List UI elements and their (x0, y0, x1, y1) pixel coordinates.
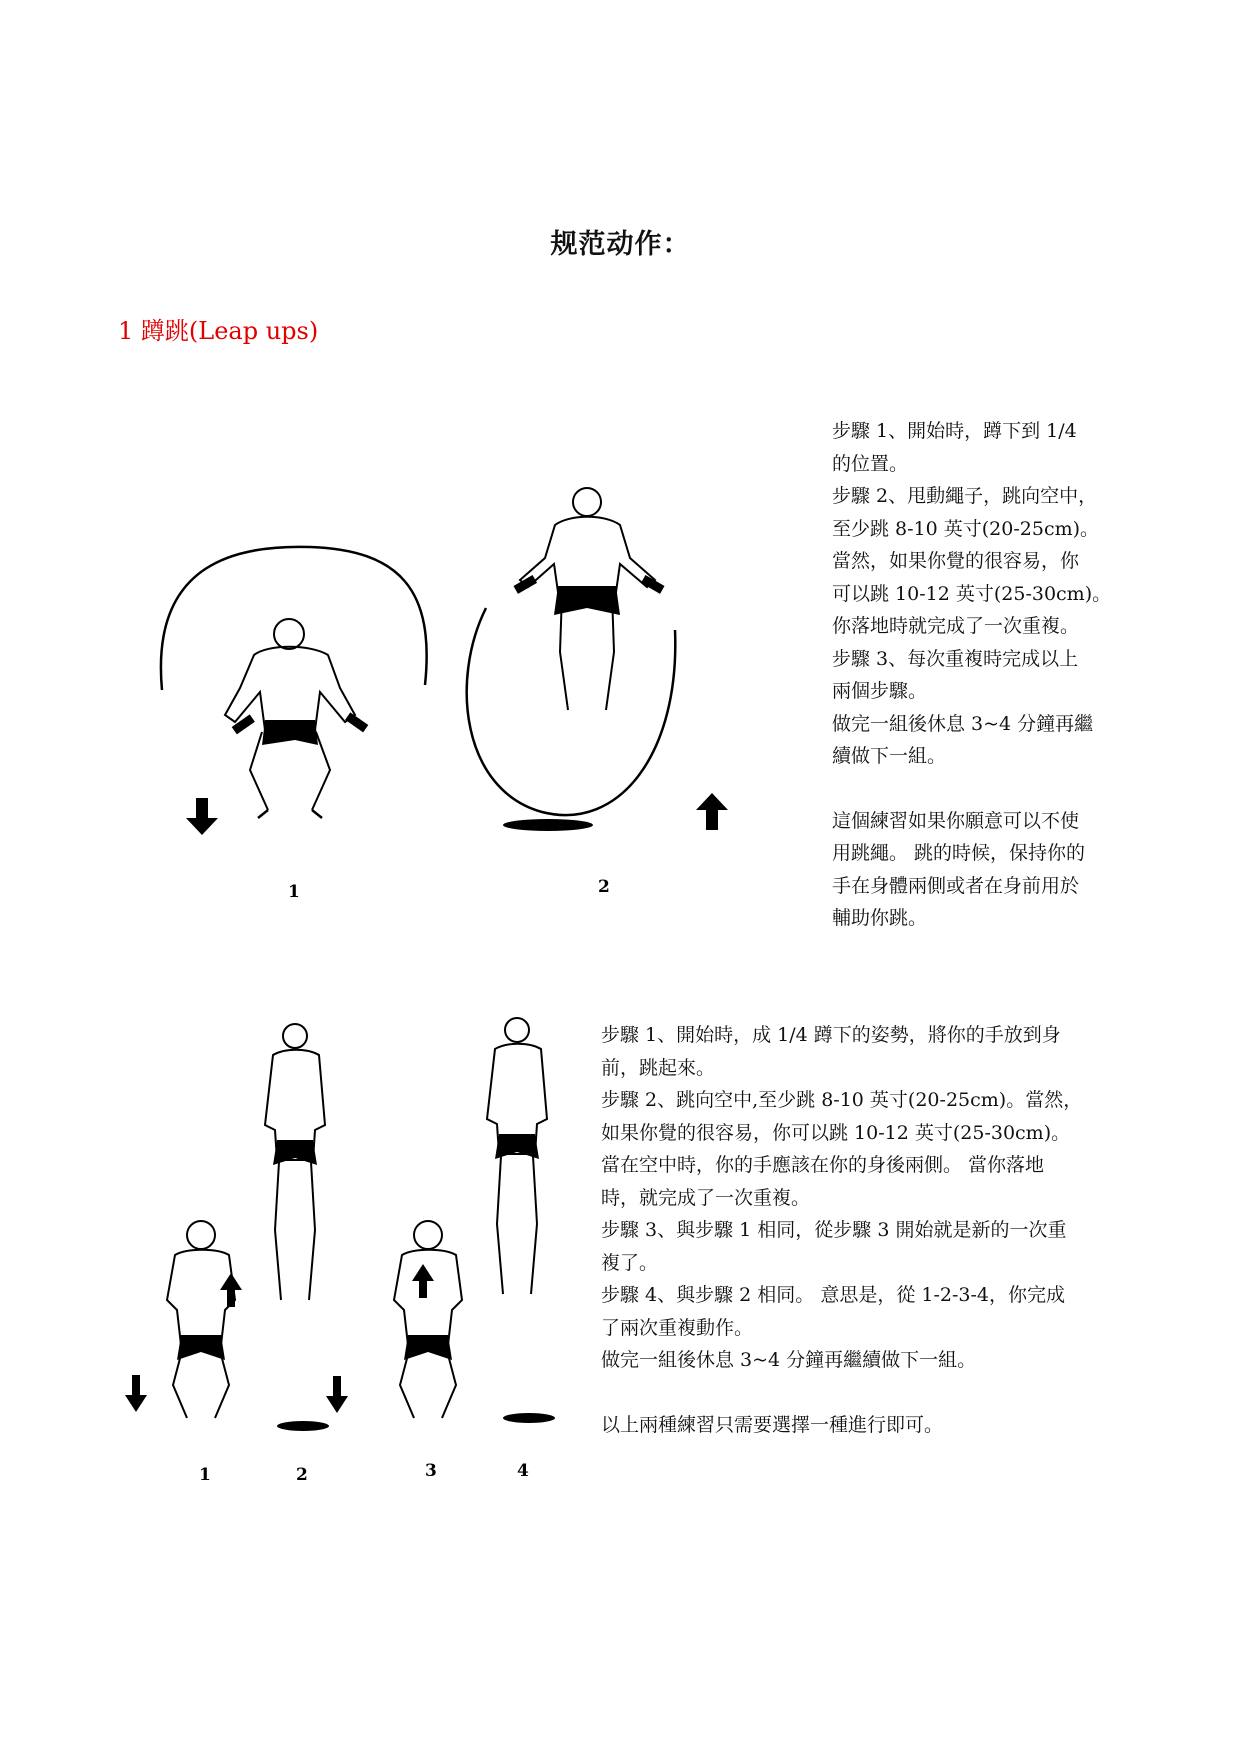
page-title: 规范动作： (550, 229, 691, 260)
instruction-line: 步驟 1、開始時，蹲下到 1/4 (832, 420, 1077, 442)
figure-label-2: 2 (598, 877, 610, 897)
instruction-line: 複了。 (601, 1251, 659, 1274)
jump-rope-illustration (150, 440, 750, 940)
note-line: 用跳繩。 跳的時候，保持你的 (832, 842, 1086, 864)
note-line: 手在身體兩側或者在身前用於 (832, 874, 1080, 897)
figure-label-2: 2 (296, 1465, 308, 1485)
instruction-line: 的位置。 (832, 452, 909, 475)
instruction-line: 了兩次重複動作。 (601, 1316, 754, 1339)
section-heading-leap-ups: 1 蹲跳(Leap ups) (118, 317, 319, 345)
figure-label-3: 3 (425, 1461, 437, 1481)
instruction-line: 步驟 2、跳向空中,至少跳 8-10 英寸(20-25cm)。當然， (601, 1089, 1083, 1111)
note-line: 輔助你跳。 (832, 907, 928, 929)
figure-label-1: 1 (288, 882, 300, 902)
instruction-line: 當然，如果你覺的很容易，你 (832, 550, 1080, 572)
instruction-line: 續做下一組。 (832, 745, 947, 767)
leap-ups-no-rope-instructions (601, 1019, 1141, 1441)
instruction-line: 時，就完成了一次重複。 (601, 1186, 811, 1209)
instruction-line: 當在空中時，你的手應該在你的身後兩側。 當你落地 (601, 1154, 1045, 1176)
figure-label-1: 1 (199, 1465, 211, 1485)
instruction-line: 做完一組後休息 3~4 分鐘再繼續做下一組。 (601, 1349, 977, 1371)
instruction-line: 可以跳 10-12 英寸(25-30cm)。 (832, 582, 1112, 605)
instruction-line: 步驟 1、開始時，成 1/4 蹲下的姿勢，將你的手放到身 (601, 1024, 1061, 1046)
instruction-line: 步驟 2、甩動繩子，跳向空中， (832, 485, 1098, 507)
note-line: 以上兩種練習只需要選擇一種進行即可。 (601, 1413, 944, 1436)
instruction-line: 前，跳起來。 (601, 1056, 716, 1079)
instruction-line: 你落地時就完成了一次重複。 (832, 615, 1080, 637)
figure-label-4: 4 (517, 1461, 529, 1481)
instruction-line: 做完一組後休息 3~4 分鐘再繼 (832, 712, 1094, 735)
instruction-line: 步驟 4、與步驟 2 相同。 意思是，從 1-2-3-4，你完成 (601, 1284, 1065, 1306)
leap-ups-sequence-illustration (125, 1000, 595, 1500)
instruction-line: 兩個步驟。 (832, 680, 928, 702)
instruction-line: 步驟 3、與步驟 1 相同，從步驟 3 開始就是新的一次重 (601, 1219, 1067, 1241)
instruction-line: 如果你覺的很容易，你可以跳 10-12 英寸(25-30cm)。 (601, 1121, 1071, 1144)
leap-ups-instructions (832, 415, 1132, 935)
instruction-line: 步驟 3、每次重複時完成以上 (832, 647, 1079, 670)
note-line: 這個練習如果你願意可以不使 (832, 809, 1080, 832)
instruction-line: 至少跳 8-10 英寸(20-25cm)。 (832, 517, 1100, 540)
